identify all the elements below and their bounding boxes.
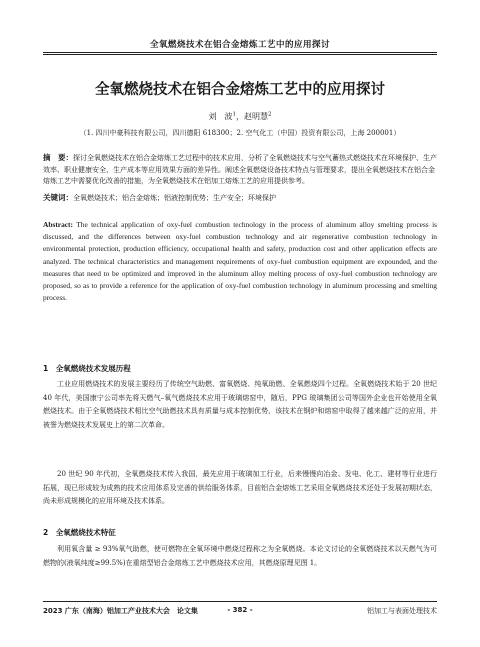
keywords-chinese	[43, 192, 437, 205]
footer-section: 铝加工与表面处理技术	[367, 607, 437, 615]
affiliations: （1. 四川中豪科技有限公司，四川德阳 618300；2. 空气化工（中国）投资有限公司，上海 200001）	[79, 129, 401, 137]
footer-proceedings: 2023 广东（南海）铝加工产业技术大会 论文集	[43, 607, 198, 615]
abstract-en-label: Abstract:	[43, 220, 73, 229]
page-number: - 382 -	[227, 606, 253, 614]
section-heading: 1 全氧燃烧技术发展历程	[43, 364, 131, 373]
footer-rule	[43, 601, 437, 602]
author-name: 赵明慧	[244, 112, 268, 121]
author-line: 刘 波$^1$，赵明慧$^2$	[208, 111, 272, 121]
body-paragraph: 利用氧含量 ≥ 93%氧气助燃，使可燃物在全氧环境中燃烧过程称之为全氧燃烧。本论文讨论的全氧燃烧技术以天燃气为可燃物的(液氧纯度≥99.5%)在重熔型铝合金熔炼工艺中燃烧技术应用，其燃烧原理见图 1。	[43, 545, 437, 567]
header-rule-bottom	[43, 54, 437, 55]
author-affil-mark: 1	[232, 111, 236, 118]
body-paragraph: 20 世纪 90 年代初，全氧燃烧技术传入我国，最先应用于玻璃加工行业，后来慢慢向冶金、发电、化工、建材等行业进行拓展，现已形成较为成熟的技术应用体系及完善的供给服务体系，目前铝合金熔炼工艺采用全氧燃烧技术还处于发展初期状态，尚未形成规模化的应用环境及技术体系。	[43, 470, 437, 506]
author-affil-mark: 2	[268, 111, 272, 118]
keywords-text: 全氧燃烧技术；铝合金熔炼；铝液控制优势；生产安全；环境保护	[73, 194, 276, 202]
abstract-text: 探讨全氧燃烧技术在铝合金熔炼工艺过程中的技术应用，分析了全氧燃烧技术与空气蓄热式燃烧技术在环境保护、生产效率、职业健康安全、生产成本等应用效果方面的差异性。阐述全氧燃烧设备技术特点与管理要求，提出全氧燃烧技术在铝合金熔炼工艺中需要优化改善的措施，为全氧燃烧技术在铝加工熔炼工艺的应用提供参考。	[43, 154, 437, 185]
header-rule-top	[43, 52, 437, 53]
article-title: 全氧燃烧技术在铝合金熔炼工艺中的应用探讨	[95, 82, 385, 98]
section-heading: 2 全氧燃烧技术特征	[43, 528, 116, 537]
abstract-label: 摘 要：	[43, 153, 73, 162]
abstract-en-text: The technical application of oxy-fuel combustion technology in the process of aluminum alloy smelting process is discussed, and the differences between oxy-fuel combustion technology and air regenerative combustion technology in environmental protection, production efficiency, occupational health and safety, production cost and other application effects are analyzed. The technical characteristics and management requirements of oxy-fuel combustion equipment are expounded, and the measures that need to be optimized and improved in the aluminum alloy melting process of oxy-fuel combustion technology are proposed, so as to provide a reference for the application of oxy-fuel combustion technology in aluminum processing and smelting process.	[43, 220, 437, 303]
abstract-chinese	[43, 152, 437, 188]
body-paragraph: 工业应用燃烧技术的发展主要经历了传统空气助燃、富氧燃烧、纯氧助燃、全氧燃烧四个过程。全氧燃烧技术始于 20 世纪 40 年代，美国康宁公司率先将天燃气–氧气燃烧技术应用于玻璃熔窑中，随后，PPG 玻璃集团公司等国外企业也开始使用全氧燃烧技术。由于全氧燃烧技术相比空气助燃技术具有质量与成本控制优势，该技术在钢炉和熔窑中取得了越来越广泛的应用，并被誉为燃烧技术发展史上的第二次革命。	[43, 380, 437, 429]
author-name: 刘 波	[208, 112, 233, 121]
abstract-english	[43, 219, 437, 304]
running-header: 全氧燃烧技术在铝合金熔炼工艺中的应用探讨	[149, 40, 330, 50]
keywords-label: 关键词：	[43, 193, 73, 202]
